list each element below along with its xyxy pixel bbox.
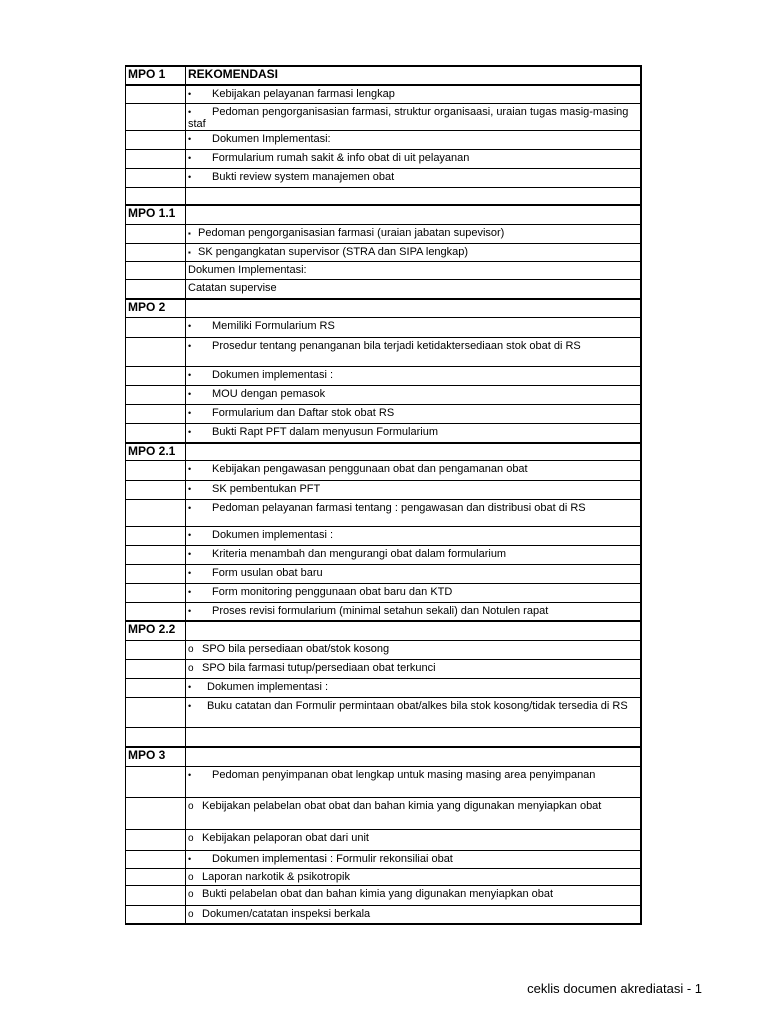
bullet-icon: • [188,503,192,513]
bullet-icon: • [188,89,192,99]
bullet-icon: • [188,549,192,559]
bullet-icon: • [188,408,192,418]
item-text: Laporan narkotik & psikotropik [202,871,350,883]
item-cell [186,444,640,460]
item-text: MOU dengan pemasok [212,388,326,400]
item-text: Kebijakan pelaporan obat dari unit [202,832,369,844]
mpo-cell [126,546,186,564]
item-cell [186,500,640,526]
mpo-cell [126,728,186,746]
section-row [125,620,642,640]
table-row [125,829,642,850]
circle-bullet-icon: o [188,889,194,900]
mpo-cell [126,244,186,261]
mpo-cell [126,262,186,279]
item-text: Proses revisi formularium (minimal setahun sekali) dan Notulen rapat [212,605,549,617]
item-cell [186,869,640,885]
item-cell [186,461,640,480]
item-text: SK pembentukan PFT [212,483,321,495]
item-cell [186,424,640,442]
item-cell [186,679,640,697]
bullet-icon: • [188,701,192,711]
bullet-icon: • [188,464,192,474]
table-row [125,84,642,103]
table-row [125,526,642,545]
table-row [125,697,642,727]
item-cell [186,748,640,766]
table-row [125,480,642,499]
table-row [125,423,642,442]
mpo-cell [126,698,186,727]
mpo-cell [126,527,186,545]
item-cell [186,386,640,404]
table-row [125,640,642,659]
item-text: SK pengangkatan supervisor (STRA dan SIPA lengkap) [198,246,469,258]
item-cell [186,584,640,602]
item-cell [186,300,640,317]
table-row [125,337,642,366]
item-cell [186,262,640,279]
table-row [125,243,642,261]
item-text: Kriteria menambah dan mengurangi obat dalam formularium [212,548,507,560]
mpo-cell [126,798,186,829]
item-text: Formularium rumah sakit & info obat di uit pelayanan [212,152,470,164]
table-row [125,224,642,243]
mpo-cell [126,886,186,905]
mpo-cell [126,641,186,659]
table-row [125,797,642,829]
item-cell [186,728,640,746]
table-row [125,850,642,868]
table-row [125,727,642,746]
bullet-icon: • [188,153,192,163]
table-row [125,385,642,404]
bullet-icon: • [188,568,192,578]
item-text: Dokumen Implementasi: [188,264,307,276]
section-row [125,746,642,766]
item-cell [186,280,640,298]
item-text: Kebijakan pengawasan penggunaan obat dan pengamanan obat [212,463,528,475]
item-cell [186,603,640,620]
bullet-icon: • [188,854,192,864]
mpo-cell [126,318,186,337]
mpo-cell [126,405,186,423]
table-row [125,317,642,337]
header-mpo-cell: MPO 1 [126,67,186,84]
mpo-cell [126,500,186,526]
section-row [125,298,642,317]
item-cell [186,169,640,187]
mpo-cell [126,188,186,204]
table-row [125,602,642,620]
bullet-icon: • [188,134,192,144]
item-text: Dokumen implementasi : Formulir rekonsiliai obat [212,853,453,865]
item-text: Dokumen Implementasi: [212,133,331,145]
item-cell [186,798,640,829]
circle-bullet-icon: o [188,833,194,844]
item-text: Bukti review system manajemen obat [212,171,395,183]
bullet-icon: • [188,682,192,692]
table-row [125,187,642,204]
bullet-icon: • [188,389,192,399]
item-cell [186,527,640,545]
item-cell [186,481,640,499]
bullet-icon: • [188,341,192,351]
table-row [125,766,642,797]
item-text: Kebijakan pelayanan farmasi lengkap [212,88,395,100]
item-cell [186,244,640,261]
mpo-cell [126,424,186,442]
mpo-cell: MPO 2.1 [126,444,186,460]
page-footer: ceklis documen akrediatasi - 1 [527,981,702,996]
header-rekomendasi-cell: REKOMENDASI [188,67,279,81]
item-cell [186,318,640,337]
mpo-cell [126,104,186,130]
item-text: Bukti Rapt PFT dalam menyusun Formularium [212,426,438,438]
mpo-cell: MPO 2.2 [126,622,186,640]
bullet-icon: • [188,370,192,380]
item-cell [186,104,640,130]
item-cell [186,405,640,423]
item-cell [186,131,640,149]
table-row [125,261,642,279]
circle-bullet-icon: o [188,644,194,655]
item-text: Pedoman penyimpanan obat lengkap untuk masing masing area penyimpanan [212,769,596,781]
bullet-icon: • [188,530,192,540]
mpo-cell [126,830,186,850]
circle-bullet-icon: o [188,801,194,812]
section-row [125,442,642,460]
checklist-table [125,65,642,925]
item-text: Bukti pelabelan obat dan bahan kimia yang digunakan menyiapkan obat [202,888,554,900]
table-row [125,279,642,298]
item-text: Form monitoring penggunaan obat baru dan KTD [212,586,453,598]
table-row [125,678,642,697]
item-cell [186,150,640,168]
table-row [125,460,642,480]
mpo-cell [126,584,186,602]
section-row [125,204,642,224]
mpo-cell [126,280,186,298]
mpo-cell [126,906,186,923]
table-row [125,130,642,149]
mpo-cell [126,481,186,499]
mpo-cell: MPO 3 [126,748,186,766]
table-row [125,545,642,564]
item-text: Buku catatan dan Formulir permintaan obat/alkes bila stok kosong/tidak tersedia di RS [207,700,628,712]
table-row [125,564,642,583]
item-text: Pedoman pengorganisasian farmasi, struktur organisaasi, uraian tugas masig-masing staf [188,106,629,130]
mpo-cell [126,150,186,168]
circle-bullet-icon: o [188,872,194,883]
item-text: Pedoman pengorganisasian farmasi (uraian jabatan supevisor) [198,227,505,239]
table-row [125,583,642,602]
table-row [125,168,642,187]
item-cell [186,86,640,103]
item-cell [186,622,640,640]
item-text: Dokumen implementasi : [207,681,329,693]
circle-bullet-icon: o [188,663,194,674]
item-text: Dokumen implementasi : [212,529,334,541]
mpo-cell [126,367,186,385]
mpo-cell [126,679,186,697]
mpo-cell: MPO 2 [126,300,186,317]
mpo-cell [126,603,186,620]
mpo-cell: MPO 1.1 [126,206,186,224]
table-row [125,868,642,885]
bullet-icon: • [188,172,192,182]
item-text: Dokumen implementasi : [212,369,334,381]
item-text: Dokumen/catatan inspeksi berkala [202,908,371,920]
mpo-cell [126,851,186,868]
item-text: Catatan supervise [188,282,277,294]
mpo-cell [126,461,186,480]
table-header-row [125,65,642,84]
item-text: Prosedur tentang penanganan bila terjadi ketidaktersediaan stok obat di RS [212,340,581,352]
table-row [125,499,642,526]
table-row [125,103,642,130]
item-cell [186,641,640,659]
mpo-cell [126,225,186,243]
bullet-icon: • [188,484,192,494]
item-cell [186,188,640,204]
table-row [125,885,642,905]
item-cell [186,767,640,797]
bullet-icon: • [188,770,192,780]
mpo-cell [126,169,186,187]
table-row [125,149,642,168]
item-text: Kebijakan pelabelan obat obat dan bahan kimia yang digunakan menyiapkan obat [202,800,602,812]
item-cell [186,851,640,868]
mpo-cell [126,338,186,366]
bullet-icon: • [188,321,192,331]
item-cell [186,367,640,385]
bullet-icon: • [188,107,192,117]
mpo-cell [126,86,186,103]
table-row [125,366,642,385]
item-cell [186,206,640,224]
mpo-cell [126,767,186,797]
item-cell [186,698,640,727]
item-cell [186,225,640,243]
item-text: Memiliki Formularium RS [212,320,335,332]
item-cell [186,906,640,923]
mpo-cell [126,131,186,149]
circle-bullet-icon: o [188,909,194,920]
item-cell [186,546,640,564]
item-text: Formularium dan Daftar stok obat RS [212,407,395,419]
square-bullet-icon: ▪ [188,248,191,257]
item-text: Pedoman pelayanan farmasi tentang : pengawasan dan distribusi obat di RS [212,502,586,514]
mpo-cell [126,869,186,885]
item-text: SPO bila farmasi tutup/persediaan obat terkunci [202,662,436,674]
bullet-icon: • [188,587,192,597]
item-text: SPO bila persediaan obat/stok kosong [202,643,390,655]
item-cell [186,886,640,905]
bullet-icon: • [188,606,192,616]
square-bullet-icon: ▪ [188,229,191,238]
mpo-cell [126,660,186,678]
mpo-cell [126,386,186,404]
mpo-cell [126,565,186,583]
item-cell [186,338,640,366]
table-row [125,905,642,925]
table-row [125,659,642,678]
item-cell [186,830,640,850]
item-cell [186,565,640,583]
item-cell [186,660,640,678]
item-text: Form usulan obat baru [212,567,323,579]
bullet-icon: • [188,427,192,437]
table-row [125,404,642,423]
